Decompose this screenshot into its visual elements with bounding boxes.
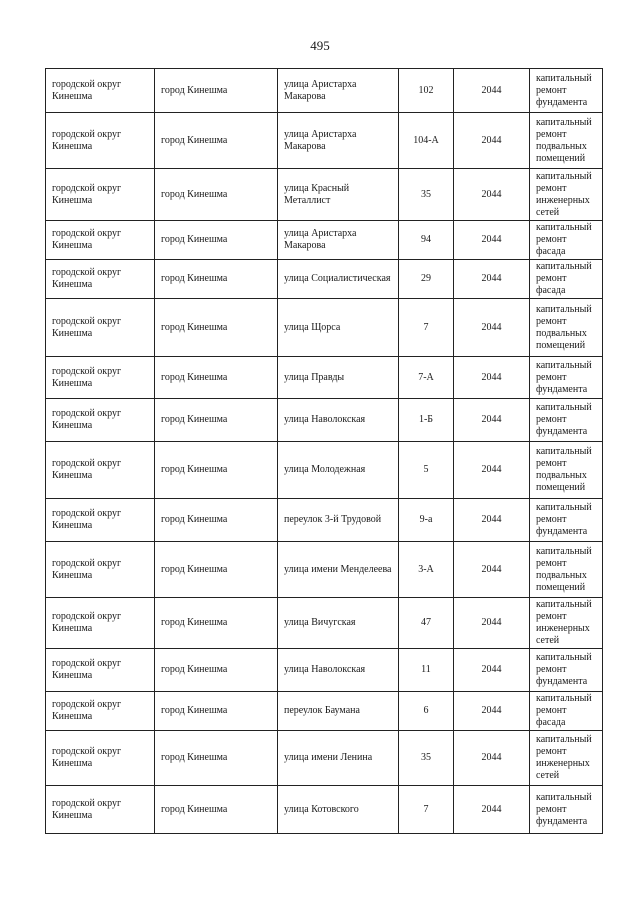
table-row (46, 357, 603, 399)
city-cell: город Кинешма (155, 542, 278, 598)
work-type-cell: капитальный ремонт фундамента (530, 399, 603, 442)
district-cell: городской округ Кинешма (46, 499, 155, 542)
work-type-cell: капитальный ремонт подвальных помещений (530, 542, 603, 598)
street-cell: улица Правды (278, 357, 399, 399)
house-number-cell: 104-А (399, 113, 454, 169)
city-cell: город Кинешма (155, 357, 278, 399)
city-cell: город Кинешма (155, 69, 278, 113)
table-row (46, 731, 603, 786)
work-type-cell: капитальный ремонт подвальных помещений (530, 299, 603, 357)
district-cell: городской округ Кинешма (46, 69, 155, 113)
district-cell: городской округ Кинешма (46, 399, 155, 442)
table-row (46, 169, 603, 221)
house-number-cell: 5 (399, 442, 454, 499)
table-row (46, 113, 603, 169)
work-type-cell: капитальный ремонт фундамента (530, 357, 603, 399)
city-cell: город Кинешма (155, 442, 278, 499)
year-cell: 2044 (454, 299, 530, 357)
page-number: 495 (310, 38, 330, 53)
street-cell: улица имени Менделеева (278, 542, 399, 598)
table-row (46, 499, 603, 542)
table-row (46, 299, 603, 357)
table-row (46, 649, 603, 692)
city-cell: город Кинешма (155, 731, 278, 786)
street-cell: улица имени Ленина (278, 731, 399, 786)
year-cell: 2044 (454, 260, 530, 299)
street-cell: переулок Баумана (278, 692, 399, 731)
house-number-cell: 7 (399, 299, 454, 357)
work-type-cell: капитальный ремонт фундамента (530, 649, 603, 692)
table-row (46, 786, 603, 834)
street-cell: переулок 3-й Трудовой (278, 499, 399, 542)
table-row (46, 442, 603, 499)
district-cell: городской округ Кинешма (46, 260, 155, 299)
table-row (46, 542, 603, 598)
street-cell: улица Социалистическая (278, 260, 399, 299)
work-type-cell: капитальный ремонт инженерных сетей (530, 598, 603, 649)
year-cell: 2044 (454, 169, 530, 221)
district-cell: городской округ Кинешма (46, 357, 155, 399)
district-cell: городской округ Кинешма (46, 731, 155, 786)
street-cell: улица Аристарха Макарова (278, 221, 399, 260)
work-type-cell: капитальный ремонт фасада (530, 692, 603, 731)
house-number-cell: 7 (399, 786, 454, 834)
year-cell: 2044 (454, 542, 530, 598)
year-cell: 2044 (454, 499, 530, 542)
year-cell: 2044 (454, 442, 530, 499)
work-type-cell: капитальный ремонт подвальных помещений (530, 113, 603, 169)
street-cell: улица Котовского (278, 786, 399, 834)
city-cell: город Кинешма (155, 649, 278, 692)
house-number-cell: 35 (399, 169, 454, 221)
city-cell: город Кинешма (155, 299, 278, 357)
city-cell: город Кинешма (155, 598, 278, 649)
year-cell: 2044 (454, 786, 530, 834)
house-number-cell: 11 (399, 649, 454, 692)
street-cell: улица Аристарха Макарова (278, 69, 399, 113)
district-cell: городской округ Кинешма (46, 113, 155, 169)
district-cell: городской округ Кинешма (46, 786, 155, 834)
work-type-cell: капитальный ремонт фасада (530, 260, 603, 299)
city-cell: город Кинешма (155, 499, 278, 542)
year-cell: 2044 (454, 598, 530, 649)
work-type-cell: капитальный ремонт инженерных сетей (530, 731, 603, 786)
house-number-cell: 3-А (399, 542, 454, 598)
year-cell: 2044 (454, 399, 530, 442)
work-type-cell: капитальный ремонт инженерных сетей (530, 169, 603, 221)
street-cell: улица Молодежная (278, 442, 399, 499)
table-row (46, 69, 603, 113)
year-cell: 2044 (454, 357, 530, 399)
street-cell: улица Вичугская (278, 598, 399, 649)
district-cell: городской округ Кинешма (46, 692, 155, 731)
house-number-cell: 1-Б (399, 399, 454, 442)
street-cell: улица Наволокская (278, 399, 399, 442)
table-row (46, 221, 603, 260)
year-cell: 2044 (454, 69, 530, 113)
district-cell: городской округ Кинешма (46, 649, 155, 692)
house-number-cell: 35 (399, 731, 454, 786)
city-cell: город Кинешма (155, 169, 278, 221)
city-cell: город Кинешма (155, 399, 278, 442)
city-cell: город Кинешма (155, 786, 278, 834)
house-number-cell: 6 (399, 692, 454, 731)
house-number-cell: 9-а (399, 499, 454, 542)
district-cell: городской округ Кинешма (46, 598, 155, 649)
district-cell: городской округ Кинешма (46, 221, 155, 260)
street-cell: улица Наволокская (278, 649, 399, 692)
street-cell: улица Красный Металлист (278, 169, 399, 221)
house-number-cell: 102 (399, 69, 454, 113)
work-type-cell: капитальный ремонт подвальных помещений (530, 442, 603, 499)
year-cell: 2044 (454, 649, 530, 692)
street-cell: улица Аристарха Макарова (278, 113, 399, 169)
street-cell: улица Щорса (278, 299, 399, 357)
year-cell: 2044 (454, 692, 530, 731)
city-cell: город Кинешма (155, 221, 278, 260)
repair-schedule-table (45, 68, 603, 834)
district-cell: городской округ Кинешма (46, 169, 155, 221)
work-type-cell: капитальный ремонт фундамента (530, 69, 603, 113)
city-cell: город Кинешма (155, 692, 278, 731)
year-cell: 2044 (454, 731, 530, 786)
work-type-cell: капитальный ремонт фундамента (530, 786, 603, 834)
house-number-cell: 94 (399, 221, 454, 260)
table-row (46, 399, 603, 442)
house-number-cell: 7-А (399, 357, 454, 399)
city-cell: город Кинешма (155, 113, 278, 169)
table-row (46, 598, 603, 649)
district-cell: городской округ Кинешма (46, 299, 155, 357)
work-type-cell: капитальный ремонт фасада (530, 221, 603, 260)
table-row (46, 260, 603, 299)
house-number-cell: 47 (399, 598, 454, 649)
city-cell: город Кинешма (155, 260, 278, 299)
table-body (46, 69, 603, 834)
work-type-cell: капитальный ремонт фундамента (530, 499, 603, 542)
house-number-cell: 29 (399, 260, 454, 299)
year-cell: 2044 (454, 221, 530, 260)
table-row (46, 692, 603, 731)
year-cell: 2044 (454, 113, 530, 169)
district-cell: городской округ Кинешма (46, 442, 155, 499)
district-cell: городской округ Кинешма (46, 542, 155, 598)
